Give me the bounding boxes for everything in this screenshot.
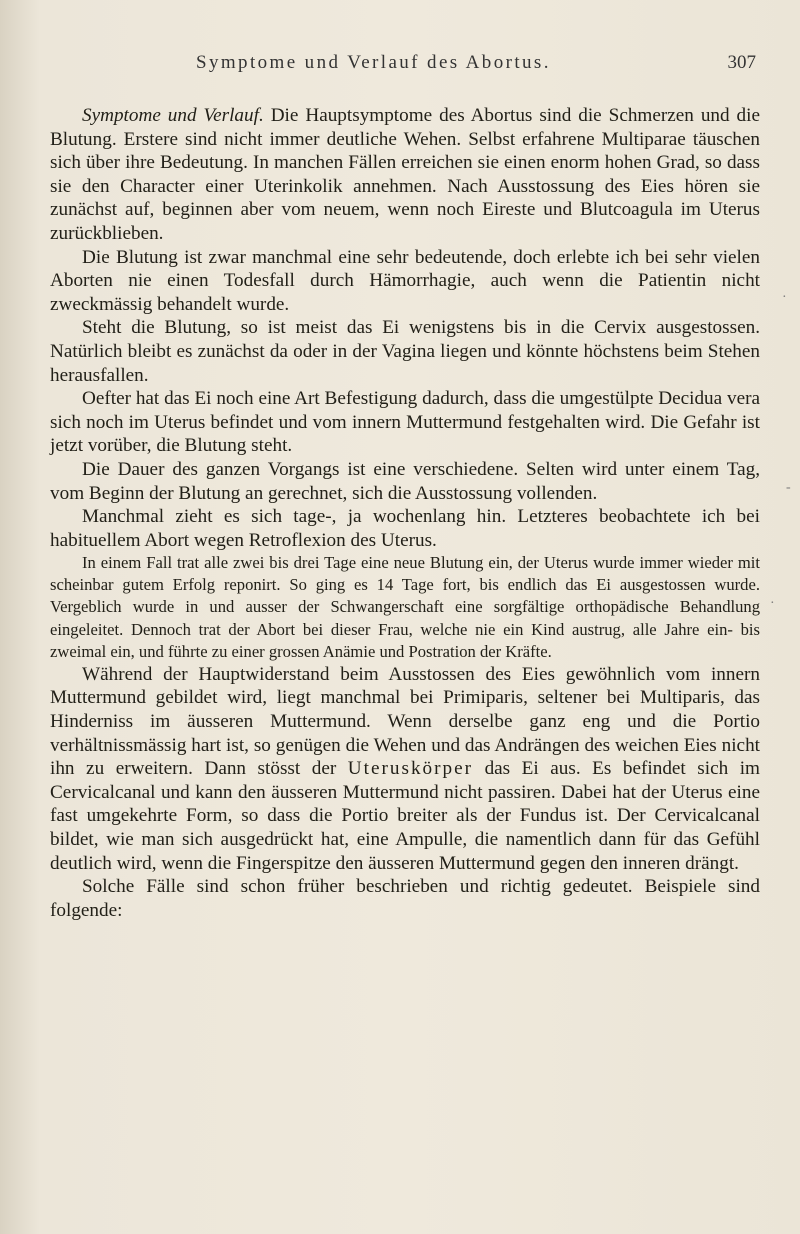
body-text: [50, 104, 760, 922]
paragraph-examples: Solche Fälle sind schon früher beschrieben und richtig gedeutet. Beispiele sind folgende:: [50, 876, 760, 921]
paragraph-bleeding: Die Blutung ist zwar manchmal eine sehr bedeutende, doch erlebte ich bei sehr vielen Aborten nie einen Todesfall durch Hämorrhagie, auch wenn die Patientin nicht zweckmässig behandelt wurde.: [50, 246, 760, 315]
margin-mark-dot: ·: [770, 596, 775, 611]
paragraph-text-after: das Ei aus. Es befindet sich im Cervicalcanal und kann den äusseren Muttermund nicht passiren. Dabei hat der Uterus eine fast umgekehrte Form, so dass die Portio breiter als der Fundus ist. Der Cervicalcanal bildet, wie man sich ausgedrückt hat, eine Ampulle, die namentlich dann für das Gefühl deutlich wird, wenn die Fingerspitze den äusseren Muttermund gegen den inneren drängt.: [50, 758, 760, 874]
paragraph-decidua: Oefter hat das Ei noch eine Art Befestigung dadurch, dass die umgestülpte Decidua vera sich noch im Uterus befindet und vom innern Muttermund festgehalten wird. Die Gefahr ist jetzt vorüber, die Blutung steht.: [50, 388, 760, 457]
paragraph-bleeding-stops: Steht die Blutung, so ist meist das Ei wenigstens bis in die Cervix ausgestossen. Natürlich bleibt es zunächst da oder in der Vagina liegen und könnte höchstens beim Stehen herausfallen.: [50, 317, 760, 386]
emphasized-term: Uteruskörper: [347, 758, 474, 780]
paragraph-case-report: In einem Fall trat alle zwei bis drei Tage eine neue Blutung ein, der Uterus wurde immer wieder mit scheinbar gutem Erfolg reponirt. So ging es 14 Tage fort, bis endlich das Ei ausgestossen wurde. Vergeblich wurde in und ausser der Schwangerschaft eine sorgfältige orthopädische Behandlung eingeleitet. Dennoch trat der Abort bei dieser Frau, welche nie ein Kind austrug, alle Jahre ein- bis zweimal ein, und führte zu einer grossen Anämie und Postration der Kräfte.: [50, 553, 760, 661]
running-head: Symptome und Verlauf des Abortus.: [196, 52, 551, 73]
paragraph-symptoms: [50, 104, 760, 246]
paragraph-prolonged: Manchmal zieht es sich tage-, ja wochenlang hin. Letzteres beobachtete ich bei habituellem Abort wegen Retroflexion des Uterus.: [50, 506, 760, 551]
section-label: Symptome und Verlauf.: [82, 105, 264, 126]
paragraph-resistance: [50, 663, 760, 875]
paragraph-text-before: Während der Hauptwiderstand beim Ausstossen des Eies gewöhnlich vom innern Muttermund gebildet wird, liegt manchmal bei Primiparis, seltener bei Multiparis, das Hinderniss im äusseren Muttermund. Wenn derselbe ganz eng und die Portio verhältnissmässig hart ist, so genügen die Wehen und das Andrängen des weichen Eies nicht ihn zu erweitern. Dann stösst der: [50, 663, 760, 780]
paragraph-text: Die Hauptsymptome des Abortus sind die Schmerzen und die Blutung. Erstere sind nicht immer deutliche Wehen. Selbst erfahrene Multiparae täuschen sich über ihre Bedeutung. In manchen Fällen erreichen sie einen enorm hohen Grad, so dass sie den Character einer Uterinkolik annehmen. Nach Ausstossung des Eies hören sie zunächst auf, beginnen aber vom neuem, wenn noch Eireste und Blutcoagula im Uterus zurückblieben.: [50, 105, 760, 244]
margin-mark-dot: ·: [782, 290, 787, 305]
page-number: 307: [727, 52, 756, 73]
margin-mark-dash: -: [786, 480, 791, 495]
paragraph-duration: Die Dauer des ganzen Vorgangs ist eine verschiedene. Selten wird unter einem Tag, vom Beginn der Blutung an gerechnet, sich die Ausstossung vollenden.: [50, 458, 760, 504]
page-header: [196, 52, 756, 82]
